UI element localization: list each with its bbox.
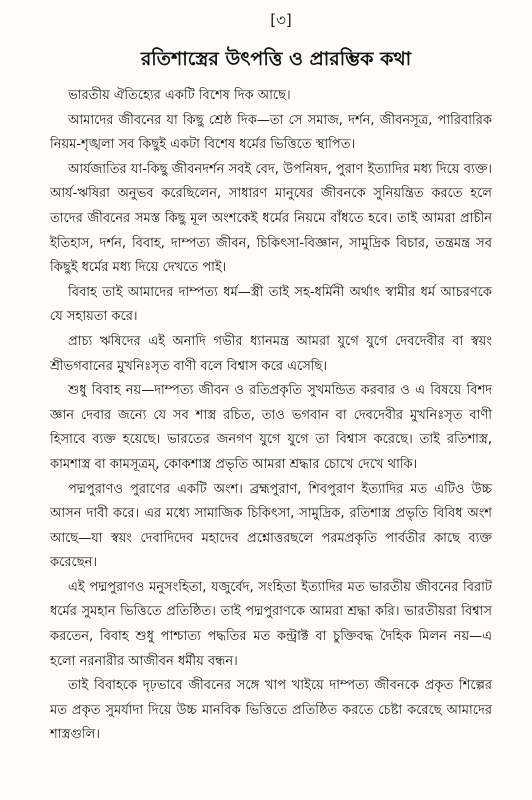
paragraph: বিবাহ তাই আমাদের দাম্পত্য ধর্ম—স্ত্রী তাই সহ-ধর্মিনী অর্থাৎ স্বামীর ধর্ম আচরণকে যে সহায়তা করে। — [50, 284, 492, 325]
paragraph: প্রাচ্য ঋষিদের এই অনাদি গভীর ধ্যানমন্ত্র আমরা যুগে যুগে দেবদেবীর বা স্বয়ং শ্রীভগবানের মুখনিঃসৃত বাণী বলে বিশ্বাস করে এসেছি। — [50, 333, 492, 374]
paragraph: এই পদ্মপুরাণও মনুসংহিতা, যজুর্বেদ, সংহিতা ইত্যাদির মত ভারতীয় জীবনের বিরাট ধর্মের সুমহান ভিত্তিতে প্রতিষ্ঠিত। তাই পদ্মপুরাণকে আমরা শ্রদ্ধা করি। ভারতীয়রা বিশ্বাস করতেন, বিবাহ শুধু পাশ্চাত্য পদ্ধতির মত কন্ট্রাক্ট বা চুক্তিবদ্ধ দৈহিক মিলন নয়—এ হলো নরনারীর আজীবন ধর্মীয় বন্ধন। — [50, 579, 492, 669]
paragraph: ভারতীয় ঐতিহ্যের একটি বিশেষ দিক আছে। — [68, 88, 291, 103]
paragraph: আমাদের জীবনের যা কিছু শ্রেষ্ঠ দিক—তা সে সমাজ, দর্শন, জীবনসূত্র, পারিবারিক নিয়ম-শৃঙ্খলা সব কিছুই একটা বিশেষ ধর্মের ভিত্তিতে স্থাপিত। — [50, 112, 492, 153]
paragraph: পদ্মপুরাণও পুরাণের একটি অংশ। ব্রহ্মপুরাণ, শিবপুরাণ ইত্যাদির মত এটিও উচ্চ আসন দাবী করে। এর মধ্যে সামাজিক চিকিৎসা, সামুদ্রিক, রতিশাস্ত্র প্রভৃতি বিবিধ অংশ আছে—যা স্বয়ং দেবাদিদেব মহাদেব প্রশ্নোত্তরছলে পরমপ্রকৃতি পার্বতীর কাছে ব্যক্ত করেছেন। — [50, 481, 492, 571]
body-text — [50, 84, 492, 748]
paragraph: তাই বিবাহকে দৃঢ়ভাবে জীবনের সঙ্গে খাপ খাইয়ে দাম্পত্য জীবনকে প্রকৃত শিল্পের মত প্রকৃত সুমর্যাদা দিয়ে উচ্চ মানবিক ভিত্তিতে প্রতিষ্ঠিত করতে চেষ্টা করেছে আমাদের শাস্ত্রগুলি। — [50, 678, 492, 743]
paragraph: শুধু বিবাহ নয়—দাম্পত্য জীবন ও রতিপ্রকৃতি সুখমন্ডিত করবার ও এ বিষয়ে বিশদ জ্ঞান দেবার জন্যে যে সব শাস্ত্র রচিত, তাও ভগবান বা দেবদেবীর মুখনিঃসৃত বাণী হিসাবে ব্যক্ত হয়েছে। ভারতের জনগণ যুগে যুগে তা বিশ্বাস করেছে। তাই রতিশাস্ত্র, কামশাস্ত্র বা কামসূত্রম্, কোকশাস্ত্র প্রভৃতি আমরা শ্রদ্ধার চোখে দেখে থাকি। — [50, 383, 492, 472]
chapter-title: রতিশাস্ত্রের উৎপত্তি ও প্রারম্ভিক কথা — [140, 48, 412, 70]
page-number: [৩] — [270, 11, 292, 29]
paragraph: আর্যজাতির যা-কিছু জীবনদর্শন সবই বেদ, উপনিষদ, পুরাণ ইত্যাদির মধ্য দিয়ে ব্যক্ত। আর্য-ঋষিরা অনুভব করেছিলেন, সাধারণ মানুষের জীবনকে সুনিয়ন্ত্রিত করতে হলে তাদের জীবনের সমস্ত কিছু মূল অংশকেই ধর্মের নিয়মে বাঁধতে হবে। তাই আমরা প্রাচীন ইতিহাস, দর্শন, বিবাহ, দাম্পত্য জীবন, চিকিৎসা-বিজ্ঞান, সামুদ্রিক বিচার, তন্ত্রমন্ত্র সব কিছুই ধর্মের মধ্য দিয়ে দেখতে পাই। — [50, 161, 492, 276]
